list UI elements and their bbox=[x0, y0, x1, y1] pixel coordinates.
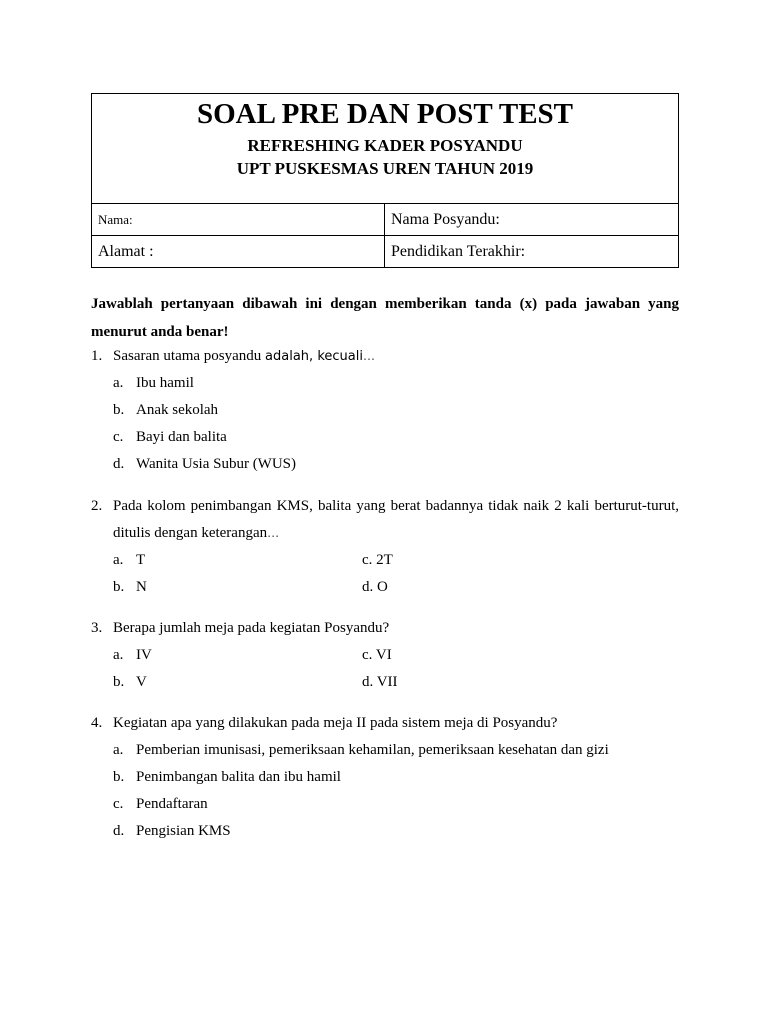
option-letter: c. bbox=[113, 429, 124, 445]
alamat-field[interactable] bbox=[92, 236, 385, 268]
ellipsis: … bbox=[267, 526, 281, 540]
option-d[interactable]: d. VII bbox=[362, 674, 398, 690]
option-text: Wanita Usia Subur (WUS) bbox=[136, 456, 297, 472]
option-c[interactable]: c. 2T bbox=[362, 552, 393, 568]
question-text-line-2: ditulis dengan keterangan bbox=[113, 525, 268, 541]
nama-label: Nama: bbox=[98, 211, 133, 227]
option-d[interactable]: d. O bbox=[362, 579, 388, 595]
pendidikan-label: Pendidikan Terakhir: bbox=[391, 242, 526, 260]
option-text: Ibu hamil bbox=[136, 375, 194, 391]
question-3 bbox=[91, 615, 679, 696]
question-number: 1. bbox=[91, 348, 103, 364]
option-d[interactable] bbox=[91, 451, 679, 478]
subtitle-program: REFRESHING KADER POSYANDU bbox=[247, 136, 523, 155]
question-number: 2. bbox=[91, 498, 103, 514]
identity-form-table bbox=[91, 203, 679, 268]
question-number: 4. bbox=[91, 715, 103, 731]
option-a[interactable]: IV bbox=[136, 647, 152, 663]
option-text: Penimbangan balita dan ibu hamil bbox=[136, 769, 341, 785]
question-text-sans: adalah, kecuali bbox=[265, 349, 363, 364]
option-letter: d. bbox=[113, 456, 125, 472]
nama-posyandu-field[interactable] bbox=[385, 204, 679, 236]
option-letter: a. bbox=[113, 552, 124, 568]
option-a[interactable] bbox=[91, 737, 679, 764]
nama-posyandu-label: Nama Posyandu: bbox=[391, 210, 500, 228]
option-row-1 bbox=[91, 547, 679, 574]
instruction-text: Jawablah pertanyaan dibawah ini dengan memberikan tanda (x) pada jawaban yang menurut anda benar! bbox=[91, 296, 679, 340]
option-letter: a. bbox=[113, 375, 124, 391]
option-letter: a. bbox=[113, 647, 124, 663]
question-1-stem bbox=[91, 343, 679, 370]
form-row-2 bbox=[92, 236, 679, 268]
option-letter: b. bbox=[113, 579, 125, 595]
question-4-stem bbox=[91, 710, 679, 737]
question-text: Berapa jumlah meja pada kegiatan Posyandu? bbox=[113, 620, 390, 636]
form-row-1 bbox=[92, 204, 679, 236]
option-letter: c. bbox=[113, 796, 124, 812]
option-b[interactable] bbox=[91, 397, 679, 424]
question-4 bbox=[91, 710, 679, 845]
option-row-1 bbox=[91, 642, 679, 669]
option-a[interactable]: T bbox=[136, 552, 146, 568]
option-letter: d. bbox=[113, 823, 125, 839]
option-letter: b. bbox=[113, 402, 125, 418]
option-text: Bayi dan balita bbox=[136, 429, 227, 445]
question-2-stem-line-1 bbox=[91, 493, 679, 520]
header-box bbox=[91, 93, 679, 268]
ellipsis: … bbox=[362, 349, 376, 363]
option-d[interactable] bbox=[91, 818, 679, 845]
question-text: Kegiatan apa yang dilakukan pada meja II pada sistem meja di Posyandu? bbox=[113, 715, 558, 731]
question-number: 3. bbox=[91, 620, 103, 636]
question-3-stem bbox=[91, 615, 679, 642]
question-text-line-2-wrap bbox=[113, 520, 679, 547]
alamat-label: Alamat : bbox=[98, 242, 154, 260]
option-b[interactable] bbox=[91, 764, 679, 791]
question-1 bbox=[91, 343, 679, 478]
option-c[interactable] bbox=[91, 791, 679, 818]
option-text: Pengisian KMS bbox=[136, 823, 231, 839]
option-letter: b. bbox=[113, 674, 125, 690]
option-c[interactable] bbox=[91, 424, 679, 451]
question-2-stem-line-2 bbox=[91, 520, 679, 547]
nama-field[interactable] bbox=[92, 204, 385, 236]
pendidikan-field[interactable] bbox=[385, 236, 679, 268]
option-a[interactable] bbox=[91, 370, 679, 397]
option-row-2 bbox=[91, 669, 679, 696]
option-text: Pendaftaran bbox=[136, 796, 208, 812]
option-letter: a. bbox=[113, 742, 124, 758]
question-text-main: Sasaran utama posyandu bbox=[113, 348, 266, 364]
question-2 bbox=[91, 493, 679, 601]
option-b[interactable]: V bbox=[136, 674, 147, 690]
option-text: Anak sekolah bbox=[136, 402, 219, 418]
option-b[interactable]: N bbox=[136, 579, 147, 595]
option-row-2 bbox=[91, 574, 679, 601]
option-letter: b. bbox=[113, 769, 125, 785]
subtitle-institution: UPT PUSKESMAS UREN TAHUN 2019 bbox=[236, 159, 534, 178]
question-text bbox=[113, 343, 679, 370]
option-text: Pemberian imunisasi, pemeriksaan kehamilan, pemeriksaan kesehatan dan gizi bbox=[136, 742, 609, 758]
option-c[interactable]: c. VI bbox=[362, 647, 392, 663]
page-title: SOAL PRE DAN POST TEST bbox=[196, 98, 574, 130]
question-text-line-1: Pada kolom penimbangan KMS, balita yang berat badannya tidak naik 2 kali berturut-turut, bbox=[113, 498, 679, 514]
